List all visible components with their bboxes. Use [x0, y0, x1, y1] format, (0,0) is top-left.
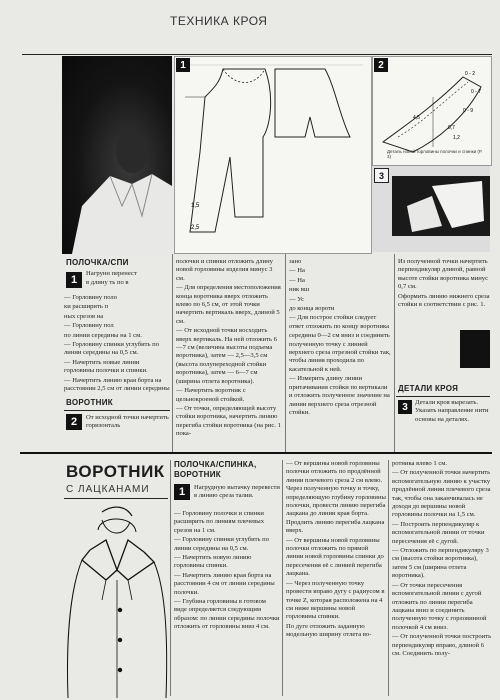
fig2-label-e: 0,7 [448, 125, 455, 131]
top-column-1: — Горловину поло ки расширить п ных срезов на — Горловину пол по линии середины на 1 см. — Горловину спинки углубить по линии середины на 0,5 см. — Начертить новые линии горловины полочки и спинки. — Начертить линию края борта на расстоянии 2,5 см от линии середины [64, 294, 170, 393]
step-3-number: 3 [398, 400, 412, 414]
fig2-label-b: 0 - 7 [471, 89, 482, 95]
figure-2-number: 2 [374, 58, 388, 72]
details-heading-rule [396, 396, 490, 397]
figure-3-pieces [372, 166, 490, 252]
bottom-col-divider-1 [170, 460, 171, 696]
fig2-label-a: 0 - 2 [465, 71, 476, 77]
step-2-number: 2 [66, 414, 82, 430]
figure-1-number: 1 [176, 58, 190, 72]
bottom-col-divider-3 [388, 460, 389, 696]
bottom-column-2: — От вершины новой горловины полочки отложить по продлённой линии плечевого среза 2 см влево. Через полученную точку и точку, определяющую глубину горловины полочки, провести линию перегиба лацкана до линии края борта. Продлить линию перегиба лацкана вверх. — От вершины новой горловины полочки отложить по прямой линии новой горловины спинки до пересечения её с линией перегиба лацкана. — Через полученную точку провести вправо дугу с радиусом в точке Z, которая расположена на 4 см ниже вершины новой горловины спинки. По дуге отложить заданную модельную ширину отлета во- [286, 460, 386, 639]
bottom-step1-lead: Нагрудную вытачку перевести в линию среза талии. [194, 484, 280, 500]
section-heading-bodice: ПОЛОЧКА/СПИ [66, 258, 129, 267]
figure-2-caption: Деталь новой горловины полочки и спинки (Р. 3) [387, 149, 483, 159]
col-divider-3 [394, 254, 395, 452]
top-column-3: зано — На — На ник вш — Ус до конца вороти — Для построе стойки следует ответ отложить по концу воротника середины 0—2 см вниз и соединить полученную точку с линией верхнего среза отрезной стойки так, чтобы линия проходила по касательной к ней. — Измерить длину линии притачивания стойки по вертикали и отложить полученное значение на линии верхнего среза отрезной стойки. [289, 258, 391, 416]
bottom-col-divider-2 [282, 460, 283, 696]
fig2-label-f: 1,2 [453, 135, 460, 141]
section-heading-details: ДЕТАЛИ КРОЯ [398, 384, 459, 393]
figure-2-collar [372, 56, 492, 166]
model-photo-top [62, 56, 172, 254]
bottom-column-1: — Горловину полочки и спинки расширить по линиям плечевых срезов на 1 см. — Горловину спинки углубить по линии середины на 0,5 см. — Начертить новую линию горловины спинки. — Начертить линию края борта на расстоянии 4 см от линии середины полочки. — Глубина горловины в готовом виде определяется следующим образом: по линии середины полочки отложить от горловины вниз 4 см. [174, 510, 280, 631]
step-1-number: 1 [66, 272, 82, 288]
bottom-title: ВОРОТНИК [66, 462, 165, 481]
fig1-label-a: 1,5 [191, 203, 200, 209]
section-divider [20, 452, 492, 454]
page-title: ТЕХНИКА КРОЯ [170, 14, 268, 28]
bottom-step-1-number: 1 [174, 484, 190, 500]
top-column-4: Из полученной точки начертить перпендикуляр длиной, равной высоте стойки воротника минус 0,7 см. Оформить линию нижнего среза стойки в соответствии с рис. 1. [398, 258, 490, 309]
section-heading-collar: ВОРОТНИК [66, 398, 113, 407]
collar-heading-rule [64, 410, 170, 411]
figure-3-number: 3 [374, 168, 389, 183]
bottom-section-heading: ПОЛОЧКА/СПИНКА, ВОРОТНИК [174, 460, 257, 479]
dark-block-scan [460, 330, 490, 368]
col-divider-1 [172, 254, 173, 452]
bottom-subtitle: С ЛАЦКАНАМИ [66, 484, 150, 495]
figure-1-pattern [174, 56, 372, 254]
fig2-label-c: 0 - 9 [463, 108, 474, 114]
fig2-label-d: 4,5 [413, 115, 420, 121]
bottom-column-3: ротника влево 1 см. — От полученной точки начертить вспомогательную линию к участку продлённой линии плечевого среза так, чтобы она заканчивалась не доходя до вершины новой горловины полочки на 1,5 см. — Построить перпендикуляр к вспомогательной линии от точки пересечения её с дугой. — Отложить по перпендикуляру 3 см (высота стойки воротника), затем 5 см (ширина отлета воротника). — От точки пересечения вспомогательной линии с дугой отложить по линии перегиба лацкана вниз и соединить полученную точку с горловинной полочкой 4 см вниз. — От полученной точки построить перпендикуляр вправо, длиной 6 см. Соединить полу- [392, 460, 492, 657]
details-text: Детали кроя вырезать. Указать направление нити основы на деталях. [415, 399, 489, 423]
col-divider-2 [285, 254, 286, 452]
top-column-2: полочки и спинки отложить длину новой горловины изделия минус 3 см. — Для определения местоположения конца воротника вверх отложить влево по 6,5 см, от этой точки начертить вертикаль вверх, длиной 5 см. — От исходной точки восходить вверх вертикаль. На ней отложить 6—7 см (величина высоты подъема воротника), затем — 2,5—3,5 см (высота полупереходной стойки воротника), затем — 6—7 см (ширина отлета воротника). — Начертить воротник с цельнокроеной стойкой. — От точки, определяющей высоту стойки воротника, начертить линию перегиба стойки воротника (на рис. 1 пока- [176, 258, 281, 438]
step1-lead: Нагрунн перенест в длину ть по в [86, 270, 137, 287]
bottom-title-rule [64, 498, 168, 499]
step2-text: От исходной точки начертить горизонталь [86, 414, 169, 430]
top-divider [22, 54, 492, 55]
fig1-label-b: 2,5 [191, 225, 200, 231]
lapel-collar-illustration [62, 500, 170, 700]
